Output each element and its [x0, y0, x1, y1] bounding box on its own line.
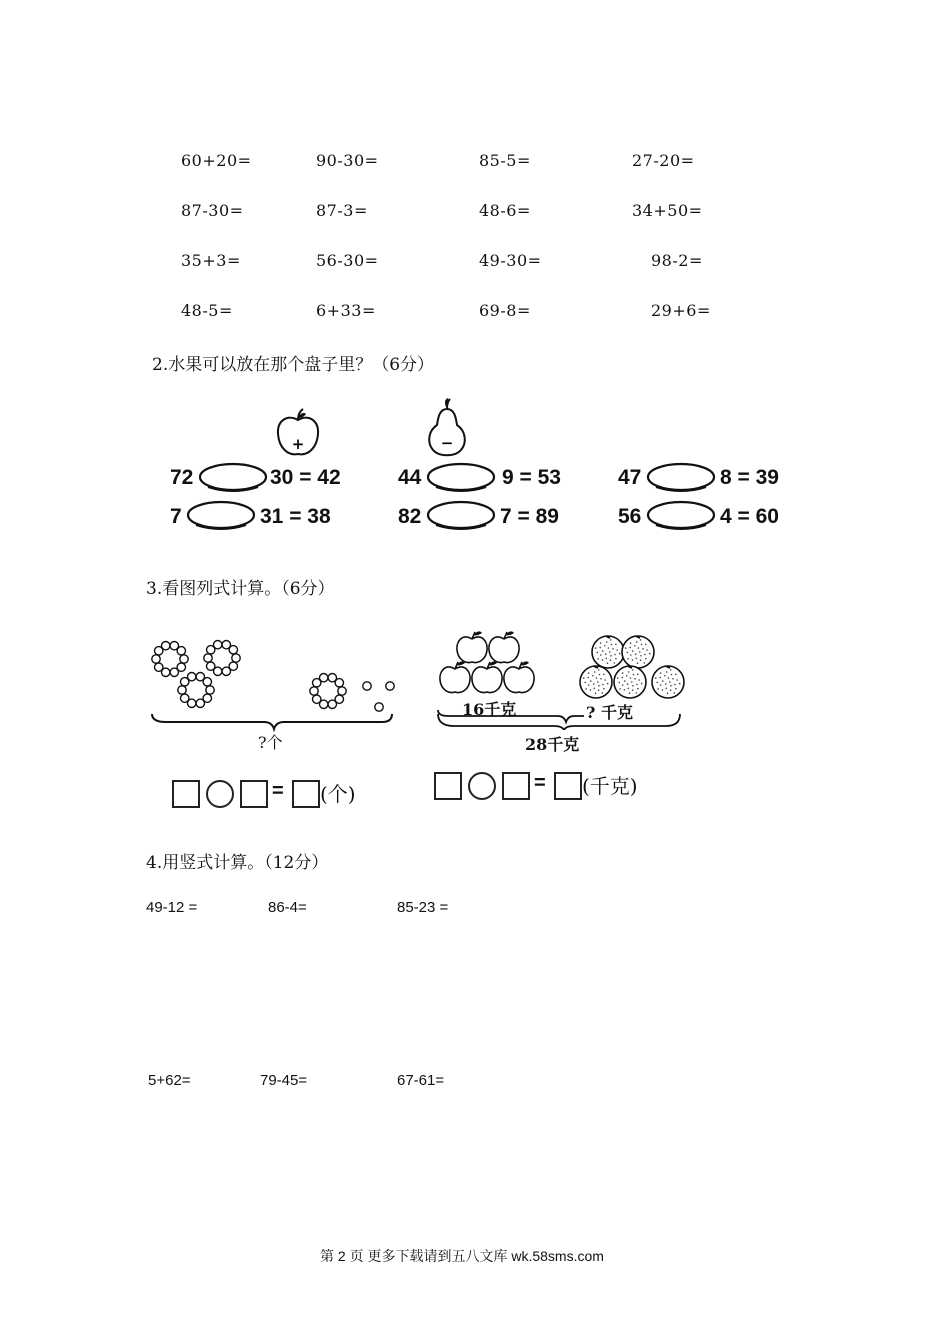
orange-icon: [622, 636, 654, 668]
pear-icon: [423, 397, 471, 459]
bead: [204, 654, 212, 662]
right-unit-label: (千克): [582, 774, 638, 798]
svg-text:+: +: [291, 435, 305, 453]
bead: [363, 682, 371, 690]
bead-ring: [152, 642, 188, 677]
bead: [180, 655, 188, 663]
svg-text:−: −: [440, 434, 454, 452]
vertical-calc-item: 67-61=: [397, 1072, 445, 1089]
bead: [152, 655, 160, 663]
bead: [206, 686, 214, 694]
bead: [375, 703, 383, 711]
bead: [203, 678, 211, 686]
oral-item: 85-5=: [479, 151, 531, 170]
bead-ring: [204, 641, 240, 676]
equation-left-number: 56: [618, 505, 642, 528]
oral-item: 69-8=: [479, 301, 531, 320]
equation-right: 9 = 53: [502, 466, 561, 489]
equation-right: 8 = 39: [720, 466, 779, 489]
bead: [162, 642, 170, 650]
oral-item: 27-20=: [632, 151, 695, 170]
apple-icon: [440, 661, 470, 692]
oral-item: 35+3=: [181, 251, 241, 270]
vertical-calc-item: 85-23 =: [397, 899, 449, 916]
right-total-label: 28千克: [525, 735, 580, 754]
apples-weight-label: 16千克: [462, 700, 517, 719]
equals-sign: =: [272, 780, 284, 802]
bead: [155, 663, 163, 671]
plate-icon: [186, 500, 256, 532]
plate-icon: [426, 462, 496, 494]
oral-item: 48-6=: [479, 201, 531, 220]
left-total-label: ?个: [258, 733, 283, 752]
section-2-title: 2.水果可以放在那个盘子里？（6分）: [152, 355, 435, 375]
oral-item: 34+50=: [632, 201, 703, 220]
oral-item: 48-5=: [181, 301, 233, 320]
bead: [229, 646, 237, 654]
answer-box[interactable]: [554, 772, 582, 800]
orange-icon: [580, 666, 612, 698]
answer-box[interactable]: [434, 772, 462, 800]
bead: [338, 687, 346, 695]
answer-box[interactable]: [292, 780, 320, 808]
answer-box[interactable]: [240, 780, 268, 808]
equation-right: 4 = 60: [720, 505, 779, 528]
equation-left-number: 72: [170, 466, 194, 489]
bead: [328, 700, 336, 708]
left-unit-label: (个): [320, 782, 356, 806]
bead: [207, 662, 215, 670]
bead-ring: [178, 673, 214, 708]
plate-icon: [198, 462, 268, 494]
vertical-calc-item: 5+62=: [148, 1072, 191, 1089]
orange-icon: [592, 636, 624, 668]
bead-ring: [310, 674, 346, 709]
operator-circle[interactable]: [206, 780, 234, 808]
oral-item: 98-2=: [651, 251, 703, 270]
vertical-calc-item: 49-12 =: [146, 899, 198, 916]
bead: [188, 673, 196, 681]
vertical-calc-item: 86-4=: [268, 899, 307, 916]
apple-icon: [489, 631, 519, 662]
bead: [177, 647, 185, 655]
equation-right: 30 = 42: [270, 466, 341, 489]
equation-left-number: 7: [170, 505, 182, 528]
bead: [178, 686, 186, 694]
equation-right: 7 = 89: [500, 505, 559, 528]
plate-icon: [646, 462, 716, 494]
bead: [335, 679, 343, 687]
bead: [196, 699, 204, 707]
equation-right: 31 = 38: [260, 505, 331, 528]
oral-item: 56-30=: [316, 251, 379, 270]
oral-item: 6+33=: [316, 301, 376, 320]
section-4-title: 4.用竖式计算。（12分）: [146, 853, 329, 873]
oral-item: 90-30=: [316, 151, 379, 170]
operator-circle[interactable]: [468, 772, 496, 800]
oral-item: 49-30=: [479, 251, 542, 270]
bead: [386, 682, 394, 690]
equals-sign: =: [534, 772, 546, 794]
page-footer: 第 2 页 更多下载请到五八文库 wk.58sms.com: [320, 1248, 604, 1264]
apple-icon: [274, 408, 322, 458]
orange-icon: [614, 666, 646, 698]
bead: [320, 674, 328, 682]
oral-item: 87-30=: [181, 201, 244, 220]
bead: [181, 694, 189, 702]
oral-item: 29+6=: [651, 301, 711, 320]
equation-left-number: 47: [618, 466, 642, 489]
oranges-weight-label: ? 千克: [586, 703, 633, 722]
equation-left-number: 82: [398, 505, 422, 528]
equation-left-number: 44: [398, 466, 422, 489]
apple-icon: [472, 661, 502, 692]
orange-icon: [652, 666, 684, 698]
vertical-calc-item: 79-45=: [260, 1072, 308, 1089]
apple-icon: [457, 631, 487, 662]
section-3-title: 3.看图列式计算。（6分）: [146, 579, 335, 599]
bead: [232, 654, 240, 662]
bead: [214, 641, 222, 649]
apple-icon: [504, 661, 534, 692]
answer-box[interactable]: [172, 780, 200, 808]
bead: [170, 668, 178, 676]
bead: [310, 687, 318, 695]
plate-icon: [426, 500, 496, 532]
plate-icon: [646, 500, 716, 532]
bead: [313, 695, 321, 703]
oral-item: 60+20=: [181, 151, 252, 170]
oral-item: 87-3=: [316, 201, 368, 220]
bead: [222, 667, 230, 675]
bead-rings-figure: [146, 632, 406, 732]
answer-box[interactable]: [502, 772, 530, 800]
